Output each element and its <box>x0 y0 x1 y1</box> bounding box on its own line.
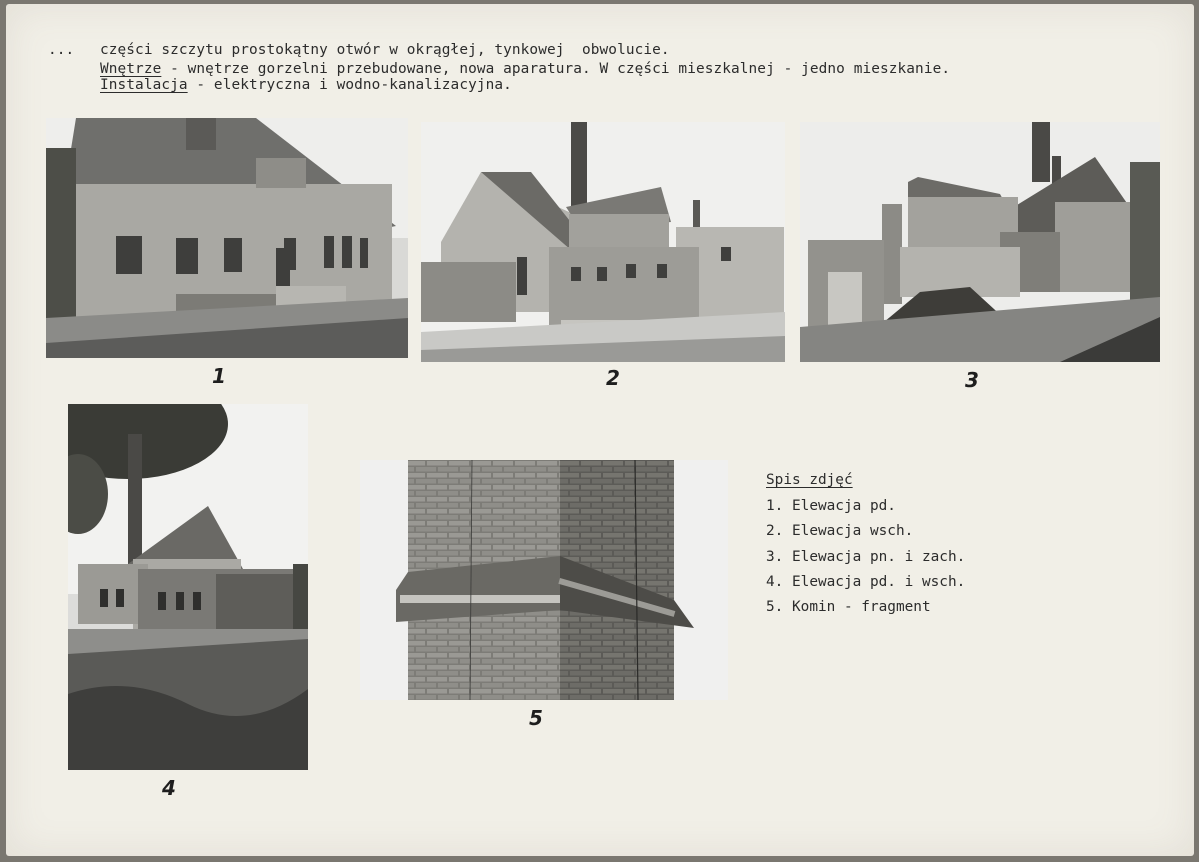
photo-5-number: 5 <box>529 706 543 730</box>
photo-list-item: 1. Elewacja pd. <box>766 498 896 514</box>
text-line-3 <box>100 77 512 93</box>
interior-label: Wnętrze <box>100 61 162 77</box>
text-line-2 <box>100 61 950 77</box>
photo-list-title: Spis zdjęć <box>766 472 853 488</box>
photo-list-item: 2. Elewacja wsch. <box>766 523 914 539</box>
photo-1-number: 1 <box>212 364 226 388</box>
photo-3 <box>800 122 1160 362</box>
photo-4 <box>68 404 308 770</box>
text-line-1: części szczytu prostokątny otwór w okrągłej, tynkowej obwolucie. <box>100 42 670 58</box>
photo-4-number: 4 <box>162 776 176 800</box>
photo-list-item: 4. Elewacja pd. i wsch. <box>766 574 966 590</box>
photo-2 <box>421 122 785 362</box>
installation-label: Instalacja <box>100 77 188 93</box>
interior-text: - wnętrze gorzelni przebudowane, nowa aparatura. W części mieszkalnej - jedno mieszkanie. <box>161 61 951 77</box>
photo-3-number: 3 <box>965 368 979 392</box>
photo-5 <box>360 460 728 700</box>
ellipsis-marker: ... <box>48 42 75 58</box>
photo-list-item: 3. Elewacja pn. i zach. <box>766 549 966 565</box>
photo-2-number: 2 <box>606 366 620 390</box>
installation-text: - elektryczna i wodno-kanalizacyjna. <box>187 77 512 93</box>
photo-list-item: 5. Komin - fragment <box>766 599 931 615</box>
photo-1 <box>46 118 408 358</box>
